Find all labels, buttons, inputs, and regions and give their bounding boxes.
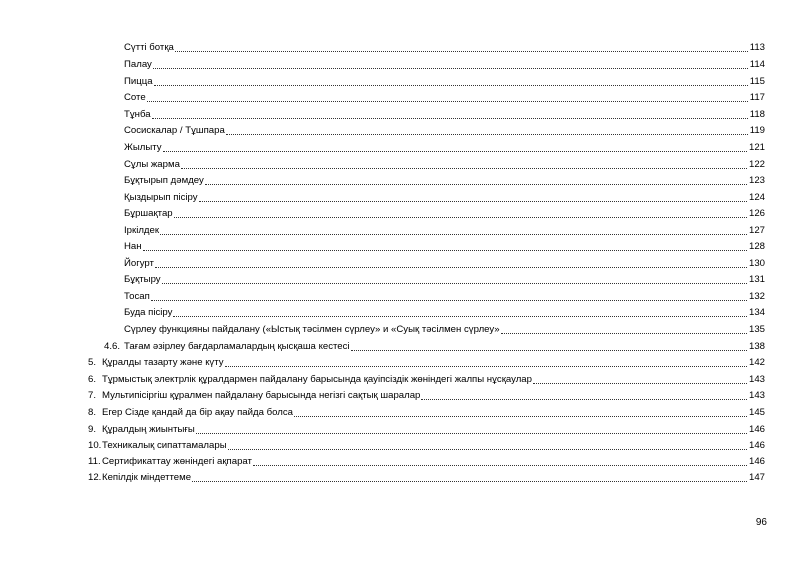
toc-entry[interactable] [124, 303, 765, 319]
toc-entry-page: 146 [748, 440, 765, 451]
toc-entry[interactable] [88, 452, 765, 468]
toc-entry-page: 131 [748, 274, 765, 285]
dot-leader [205, 183, 747, 185]
toc-entry[interactable] [124, 188, 765, 204]
dot-leader [351, 349, 747, 351]
dot-leader [163, 150, 747, 152]
dot-leader [151, 299, 747, 301]
toc-entry-title: Нан [124, 241, 142, 252]
toc-entry-page: 127 [748, 225, 765, 236]
dot-leader [192, 480, 747, 482]
toc-entry-page: 115 [749, 76, 765, 87]
dot-leader [253, 464, 747, 466]
dot-leader [174, 216, 747, 218]
dot-leader [173, 315, 747, 317]
toc-entry-title: Бұқтыру [124, 274, 161, 285]
toc-entry-title: Буда пісіру [124, 307, 173, 318]
toc-entry-page: 146 [748, 424, 765, 435]
toc-entry-page: 128 [748, 241, 765, 252]
dot-leader [501, 332, 747, 334]
toc-entry-page: 130 [748, 258, 765, 269]
dot-leader [226, 133, 748, 135]
toc-entry-title: Сертификаттау жөніндегі ақпарат [102, 456, 252, 467]
toc-entry-title: Бұршақтар [124, 208, 173, 219]
dot-leader [175, 50, 748, 52]
toc-entry-title: Соте [124, 92, 146, 103]
toc-entry[interactable] [88, 468, 765, 484]
toc-entry[interactable] [124, 121, 765, 137]
toc-entry-title: Тосап [124, 291, 150, 302]
toc-entry-page: 143 [748, 390, 765, 401]
toc-entry-number: 9. [88, 424, 97, 435]
dot-leader [162, 282, 747, 284]
toc-entry[interactable] [88, 436, 765, 452]
toc-entry[interactable] [124, 254, 765, 270]
toc-entry-page: 143 [748, 374, 765, 385]
toc-entry[interactable] [124, 320, 765, 336]
toc-entry-title: Тұрмыстық электрлік құралдармен пайдалану барысында қауіпсіздік жөніндегі жалпы нұсқаулар [102, 374, 532, 385]
toc-entry-title: Сүтті ботқа [124, 42, 174, 53]
toc-entry-page: 134 [748, 307, 765, 318]
toc-entry-title: Бұқтырып дәмдеу [124, 175, 204, 186]
toc-entry-title: Сосискалар / Тұшпара [124, 125, 225, 136]
toc-entry-number: 12. [88, 472, 102, 483]
toc-entry-page: 124 [748, 192, 765, 203]
toc-entry-title: Тағам әзірлеу бағдарламалардың қысқаша кестесі [124, 341, 350, 352]
toc-entry-page: 123 [748, 175, 765, 186]
toc-entry[interactable] [124, 237, 765, 253]
dot-leader [155, 266, 747, 268]
toc-entry-title: Палау [124, 59, 152, 70]
toc-entry-title: Іркілдек [124, 225, 160, 236]
toc-entry[interactable] [124, 270, 765, 286]
toc-entry[interactable] [88, 353, 765, 369]
dot-leader [294, 415, 747, 417]
dot-leader [421, 398, 747, 400]
toc-entry[interactable] [124, 287, 765, 303]
toc-entry-number: 11. [88, 456, 101, 467]
toc-entry[interactable] [124, 171, 765, 187]
toc-entry[interactable] [124, 138, 765, 154]
dot-leader [153, 67, 748, 69]
toc-entry-page: 117 [749, 92, 765, 103]
toc-entry-title: Сүрлеу функцияны пайдалану («Ыстық тәсілмен сүрлеу» и «Суық тәсілмен сүрлеу» [124, 324, 500, 335]
toc-entry-page: 142 [748, 357, 765, 368]
toc-entry-number: 7. [88, 390, 97, 401]
toc-entry[interactable] [124, 105, 765, 121]
dot-leader [533, 382, 747, 384]
toc-entry[interactable] [124, 55, 765, 71]
toc-entry-page: 145 [748, 407, 765, 418]
toc-entry-page: 146 [748, 456, 765, 467]
toc-entry-page: 119 [749, 125, 765, 136]
toc-entry-title: Сұлы жарма [124, 159, 180, 170]
toc-entry-number: 5. [88, 357, 97, 368]
toc-entry-title: Мультипісіргіш құралмен пайдалану барысында негізгі сақтық шаралар [102, 390, 421, 401]
toc-entry-page: 126 [748, 208, 765, 219]
toc-entry-title: Жылыту [124, 142, 162, 153]
toc-entry[interactable] [124, 72, 765, 88]
dot-leader [154, 84, 748, 86]
toc-entry-title: Егер Сізде қандай да бір ақау пайда болса [102, 407, 293, 418]
toc-entry-title: Қыздырып пісіру [124, 192, 198, 203]
toc-entry-page: 113 [749, 42, 765, 53]
dot-leader [181, 167, 747, 169]
toc-entry-page: 135 [748, 324, 765, 335]
toc-entry[interactable] [88, 370, 765, 386]
dot-leader [147, 100, 748, 102]
dot-leader [199, 200, 747, 202]
toc-entry-number: 6. [88, 374, 97, 385]
toc-entry-page: 114 [749, 59, 765, 70]
toc-entry-page: 138 [748, 341, 765, 352]
toc-entry-title: Пицца [124, 76, 153, 87]
toc-entry[interactable] [124, 155, 765, 171]
toc-entry-title: Техникалық сипаттамалары [102, 440, 227, 451]
toc-entry-page: 118 [749, 109, 765, 120]
toc-entry[interactable] [124, 221, 765, 237]
toc-entry[interactable] [124, 88, 765, 104]
toc-entry-page: 121 [748, 142, 765, 153]
toc-entry-title: Йогурт [124, 258, 154, 269]
dot-leader [143, 249, 747, 251]
toc-entry[interactable] [104, 337, 765, 353]
toc-entry[interactable] [88, 386, 765, 402]
toc-entry[interactable] [124, 38, 765, 54]
toc-entry[interactable] [88, 420, 765, 436]
toc-entry-title: Тұнба [124, 109, 151, 120]
toc-entry-number: 10. [88, 440, 102, 451]
toc-entry-title: Құралды тазарту және күту [102, 357, 224, 368]
toc-entry[interactable] [124, 204, 765, 220]
toc-entry-title: Құралдың жиынтығы [102, 424, 195, 435]
dot-leader [196, 432, 747, 434]
dot-leader [152, 117, 748, 119]
toc-entry-title: Кепілдік міндеттеме [102, 472, 192, 483]
toc-entry-page: 147 [748, 472, 765, 483]
page-number: 96 [755, 517, 767, 528]
dot-leader [225, 365, 747, 367]
dot-leader [228, 448, 747, 450]
toc-entry-number: 8. [88, 407, 97, 418]
toc-entry-page: 132 [748, 291, 765, 302]
toc-entry-page: 122 [748, 159, 765, 170]
toc-entry[interactable] [88, 403, 765, 419]
toc-entry-number: 4.6. [104, 341, 121, 352]
dot-leader [160, 233, 747, 235]
